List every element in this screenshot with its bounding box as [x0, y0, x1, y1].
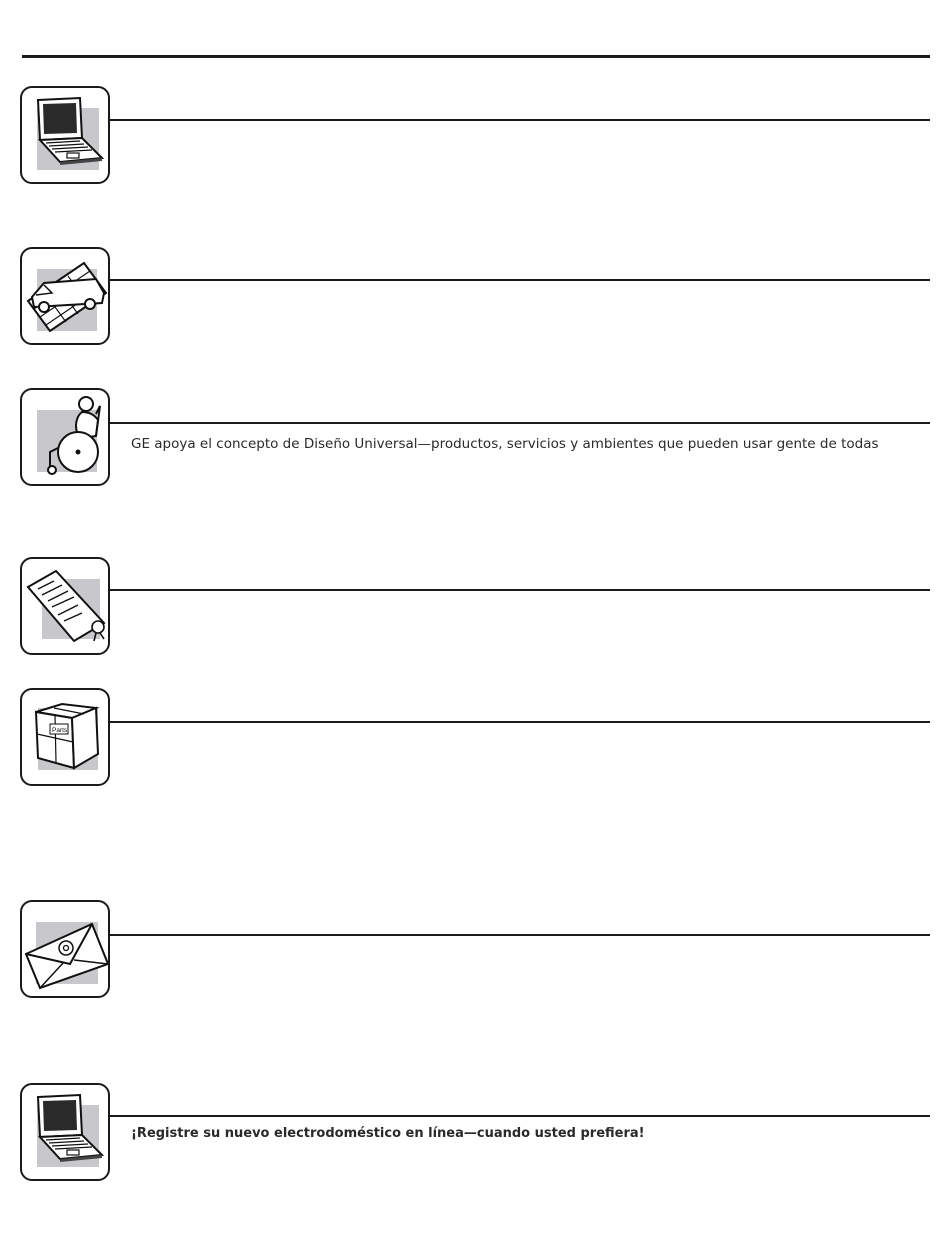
certificate-icon: [20, 557, 110, 655]
section-rule: [110, 422, 930, 424]
laptop-icon: [20, 1083, 110, 1181]
section-rule: [110, 589, 930, 591]
section-text: GE apoya el concepto de Diseño Universal—productos, servicios y ambientes que pueden usar gente de todas: [131, 436, 879, 452]
laptop-icon: [20, 86, 110, 184]
section-rule: [110, 721, 930, 723]
section-rule: [110, 119, 930, 121]
top-rule: [22, 55, 930, 58]
wheelchair-icon: [20, 388, 110, 486]
parts-box-icon: [20, 688, 110, 786]
register-online-text: ¡Registre su nuevo electrodoméstico en línea—cuando usted prefiera!: [131, 1126, 645, 1141]
van-calendar-icon: [20, 247, 110, 345]
parts-box-label: Parts: [52, 727, 68, 734]
section-rule: [110, 279, 930, 281]
section-rule: [110, 1115, 930, 1117]
email-envelope-icon: [20, 900, 110, 998]
section-rule: [110, 934, 930, 936]
